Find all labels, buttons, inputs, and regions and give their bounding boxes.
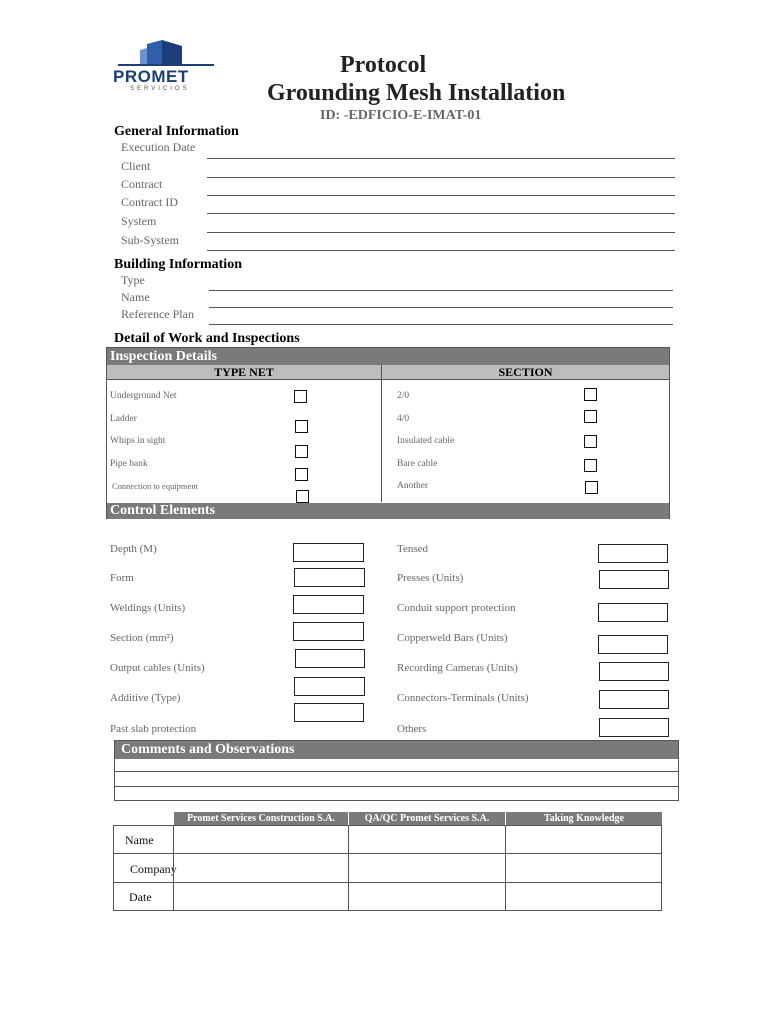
control-label-form: Form bbox=[110, 572, 134, 584]
connectors-terminals-input[interactable] bbox=[599, 690, 669, 709]
contract-field[interactable] bbox=[207, 195, 675, 196]
recording-cameras-input[interactable] bbox=[599, 662, 669, 681]
control-elements-title: Control Elements bbox=[107, 503, 669, 519]
sig-row-label: Date bbox=[129, 890, 152, 904]
field-label-contract: Contract bbox=[121, 177, 163, 191]
control-label-conduit-support: Conduit support protection bbox=[397, 602, 516, 614]
sig-cell-knowledge-name[interactable] bbox=[505, 825, 662, 854]
output-cables-input[interactable] bbox=[295, 649, 365, 668]
name-field[interactable] bbox=[209, 307, 673, 308]
type-net-header: TYPE NET bbox=[107, 365, 382, 380]
connection-to-equipment-checkbox[interactable] bbox=[296, 490, 309, 503]
control-label-weldings: Weldings (Units) bbox=[110, 602, 186, 614]
section-4-0-checkbox[interactable] bbox=[584, 410, 597, 423]
type-net-item-label: Pipe bank bbox=[110, 459, 148, 469]
comments-section bbox=[114, 740, 679, 801]
inspection-details-table bbox=[106, 347, 670, 519]
sig-cell-promet-date[interactable] bbox=[173, 882, 349, 911]
building-logo-icon bbox=[110, 38, 222, 68]
comments-title: Comments and Observations bbox=[115, 741, 678, 759]
field-label-name: Name bbox=[121, 290, 150, 304]
type-field[interactable] bbox=[209, 290, 673, 291]
ladder-checkbox[interactable] bbox=[295, 420, 308, 433]
control-label-past-slab-protection: Past slab protection bbox=[110, 723, 197, 735]
reference-plan-field[interactable] bbox=[209, 324, 673, 325]
general-info-heading: General Information bbox=[114, 124, 239, 139]
others-input[interactable] bbox=[599, 718, 669, 737]
sig-col-header: Taking Knowledge bbox=[506, 812, 662, 825]
company-logo bbox=[110, 38, 222, 96]
control-label-others: Others bbox=[397, 723, 427, 735]
logo-subtext: SERVICIOS bbox=[130, 86, 190, 92]
client-field[interactable] bbox=[207, 177, 675, 178]
control-label-depth: Depth (M) bbox=[110, 543, 157, 555]
section-input[interactable] bbox=[293, 622, 364, 641]
copperweld-bars-input[interactable] bbox=[598, 635, 668, 654]
comments-line[interactable] bbox=[115, 786, 678, 787]
contract-id-field[interactable] bbox=[207, 213, 675, 214]
control-label-recording-cameras: Recording Cameras (Units) bbox=[397, 662, 518, 674]
section-item-label: 4/0 bbox=[397, 414, 410, 424]
sub-system-field[interactable] bbox=[207, 250, 675, 251]
page-title-line2: Grounding Mesh Installation bbox=[267, 80, 566, 106]
field-label-client: Client bbox=[121, 159, 151, 173]
field-label-type: Type bbox=[121, 273, 145, 287]
control-label-output-cables: Output cables (Units) bbox=[110, 662, 205, 674]
section-header: SECTION bbox=[382, 365, 669, 380]
control-label-section: Section (mm²) bbox=[110, 632, 174, 644]
execution-date-field[interactable] bbox=[207, 158, 675, 159]
sig-row-label: Name bbox=[125, 833, 154, 847]
section-2-0-checkbox[interactable] bbox=[584, 388, 597, 401]
conduit-support-input[interactable] bbox=[598, 603, 668, 622]
system-field[interactable] bbox=[207, 232, 675, 233]
building-info-heading: Building Information bbox=[114, 257, 242, 272]
field-label-contract-id: Contract ID bbox=[121, 195, 178, 209]
detail-heading: Detail of Work and Inspections bbox=[114, 331, 300, 346]
form-input[interactable] bbox=[294, 568, 365, 587]
field-label-reference-plan: Reference Plan bbox=[121, 307, 194, 321]
sig-cell-knowledge-date[interactable] bbox=[505, 882, 662, 911]
sig-cell-qaqc-date[interactable] bbox=[348, 882, 506, 911]
control-label-connectors-terminals: Connectors-Terminals (Units) bbox=[397, 692, 529, 704]
document-id: ID: -EDFICIO-E-IMAT-01 bbox=[320, 108, 482, 123]
sig-col-header: QA/QC Promet Services S.A. bbox=[349, 812, 505, 825]
bare-cable-checkbox[interactable] bbox=[584, 459, 597, 472]
presses-input[interactable] bbox=[599, 570, 669, 589]
sig-cell-qaqc-name[interactable] bbox=[348, 825, 506, 854]
type-net-item-label: Underground Net bbox=[110, 391, 177, 401]
logo-wordmark: PROMET bbox=[113, 67, 189, 86]
field-label-sub-system: Sub-System bbox=[121, 233, 180, 247]
weldings-input[interactable] bbox=[293, 595, 364, 614]
control-label-presses: Presses (Units) bbox=[397, 572, 464, 584]
pipe-bank-checkbox[interactable] bbox=[295, 468, 308, 481]
field-label-execution-date: Execution Date bbox=[121, 140, 196, 154]
whips-in-sight-checkbox[interactable] bbox=[295, 445, 308, 458]
control-label-additive: Additive (Type) bbox=[110, 692, 181, 704]
type-net-item-label: Whips in sight bbox=[110, 436, 166, 446]
sig-cell-knowledge-company[interactable] bbox=[505, 853, 662, 883]
section-item-label: Another bbox=[397, 481, 429, 491]
signature-table bbox=[113, 812, 662, 911]
page-title-line1: Protocol bbox=[340, 52, 427, 78]
underground-net-checkbox[interactable] bbox=[294, 390, 307, 403]
sig-cell-qaqc-company[interactable] bbox=[348, 853, 506, 883]
another-checkbox[interactable] bbox=[585, 481, 598, 494]
section-item-label: Insulated cable bbox=[397, 436, 455, 446]
sig-row-label: Company bbox=[130, 862, 177, 876]
type-net-item-label: Connection to equipment bbox=[112, 481, 198, 491]
sig-col-header: Promet Services Construction S.A. bbox=[174, 812, 348, 825]
field-label-system: System bbox=[121, 214, 157, 228]
control-label-copperweld-bars: Copperweld Bars (Units) bbox=[397, 632, 508, 644]
comments-line[interactable] bbox=[115, 771, 678, 772]
sig-cell-promet-name[interactable] bbox=[173, 825, 349, 854]
tensed-input[interactable] bbox=[598, 544, 668, 563]
section-item-label: 2/0 bbox=[397, 391, 410, 401]
control-label-tensed: Tensed bbox=[397, 543, 428, 555]
sig-cell-promet-company[interactable] bbox=[173, 853, 349, 883]
inspection-details-title: Inspection Details bbox=[107, 348, 669, 365]
insulated-cable-checkbox[interactable] bbox=[584, 435, 597, 448]
depth-input[interactable] bbox=[293, 543, 364, 562]
type-net-item-label: Ladder bbox=[110, 414, 137, 424]
past-slab-protection-input[interactable] bbox=[294, 703, 364, 722]
column-divider bbox=[381, 380, 382, 502]
additive-input[interactable] bbox=[294, 677, 365, 696]
section-item-label: Bare cable bbox=[397, 459, 438, 469]
